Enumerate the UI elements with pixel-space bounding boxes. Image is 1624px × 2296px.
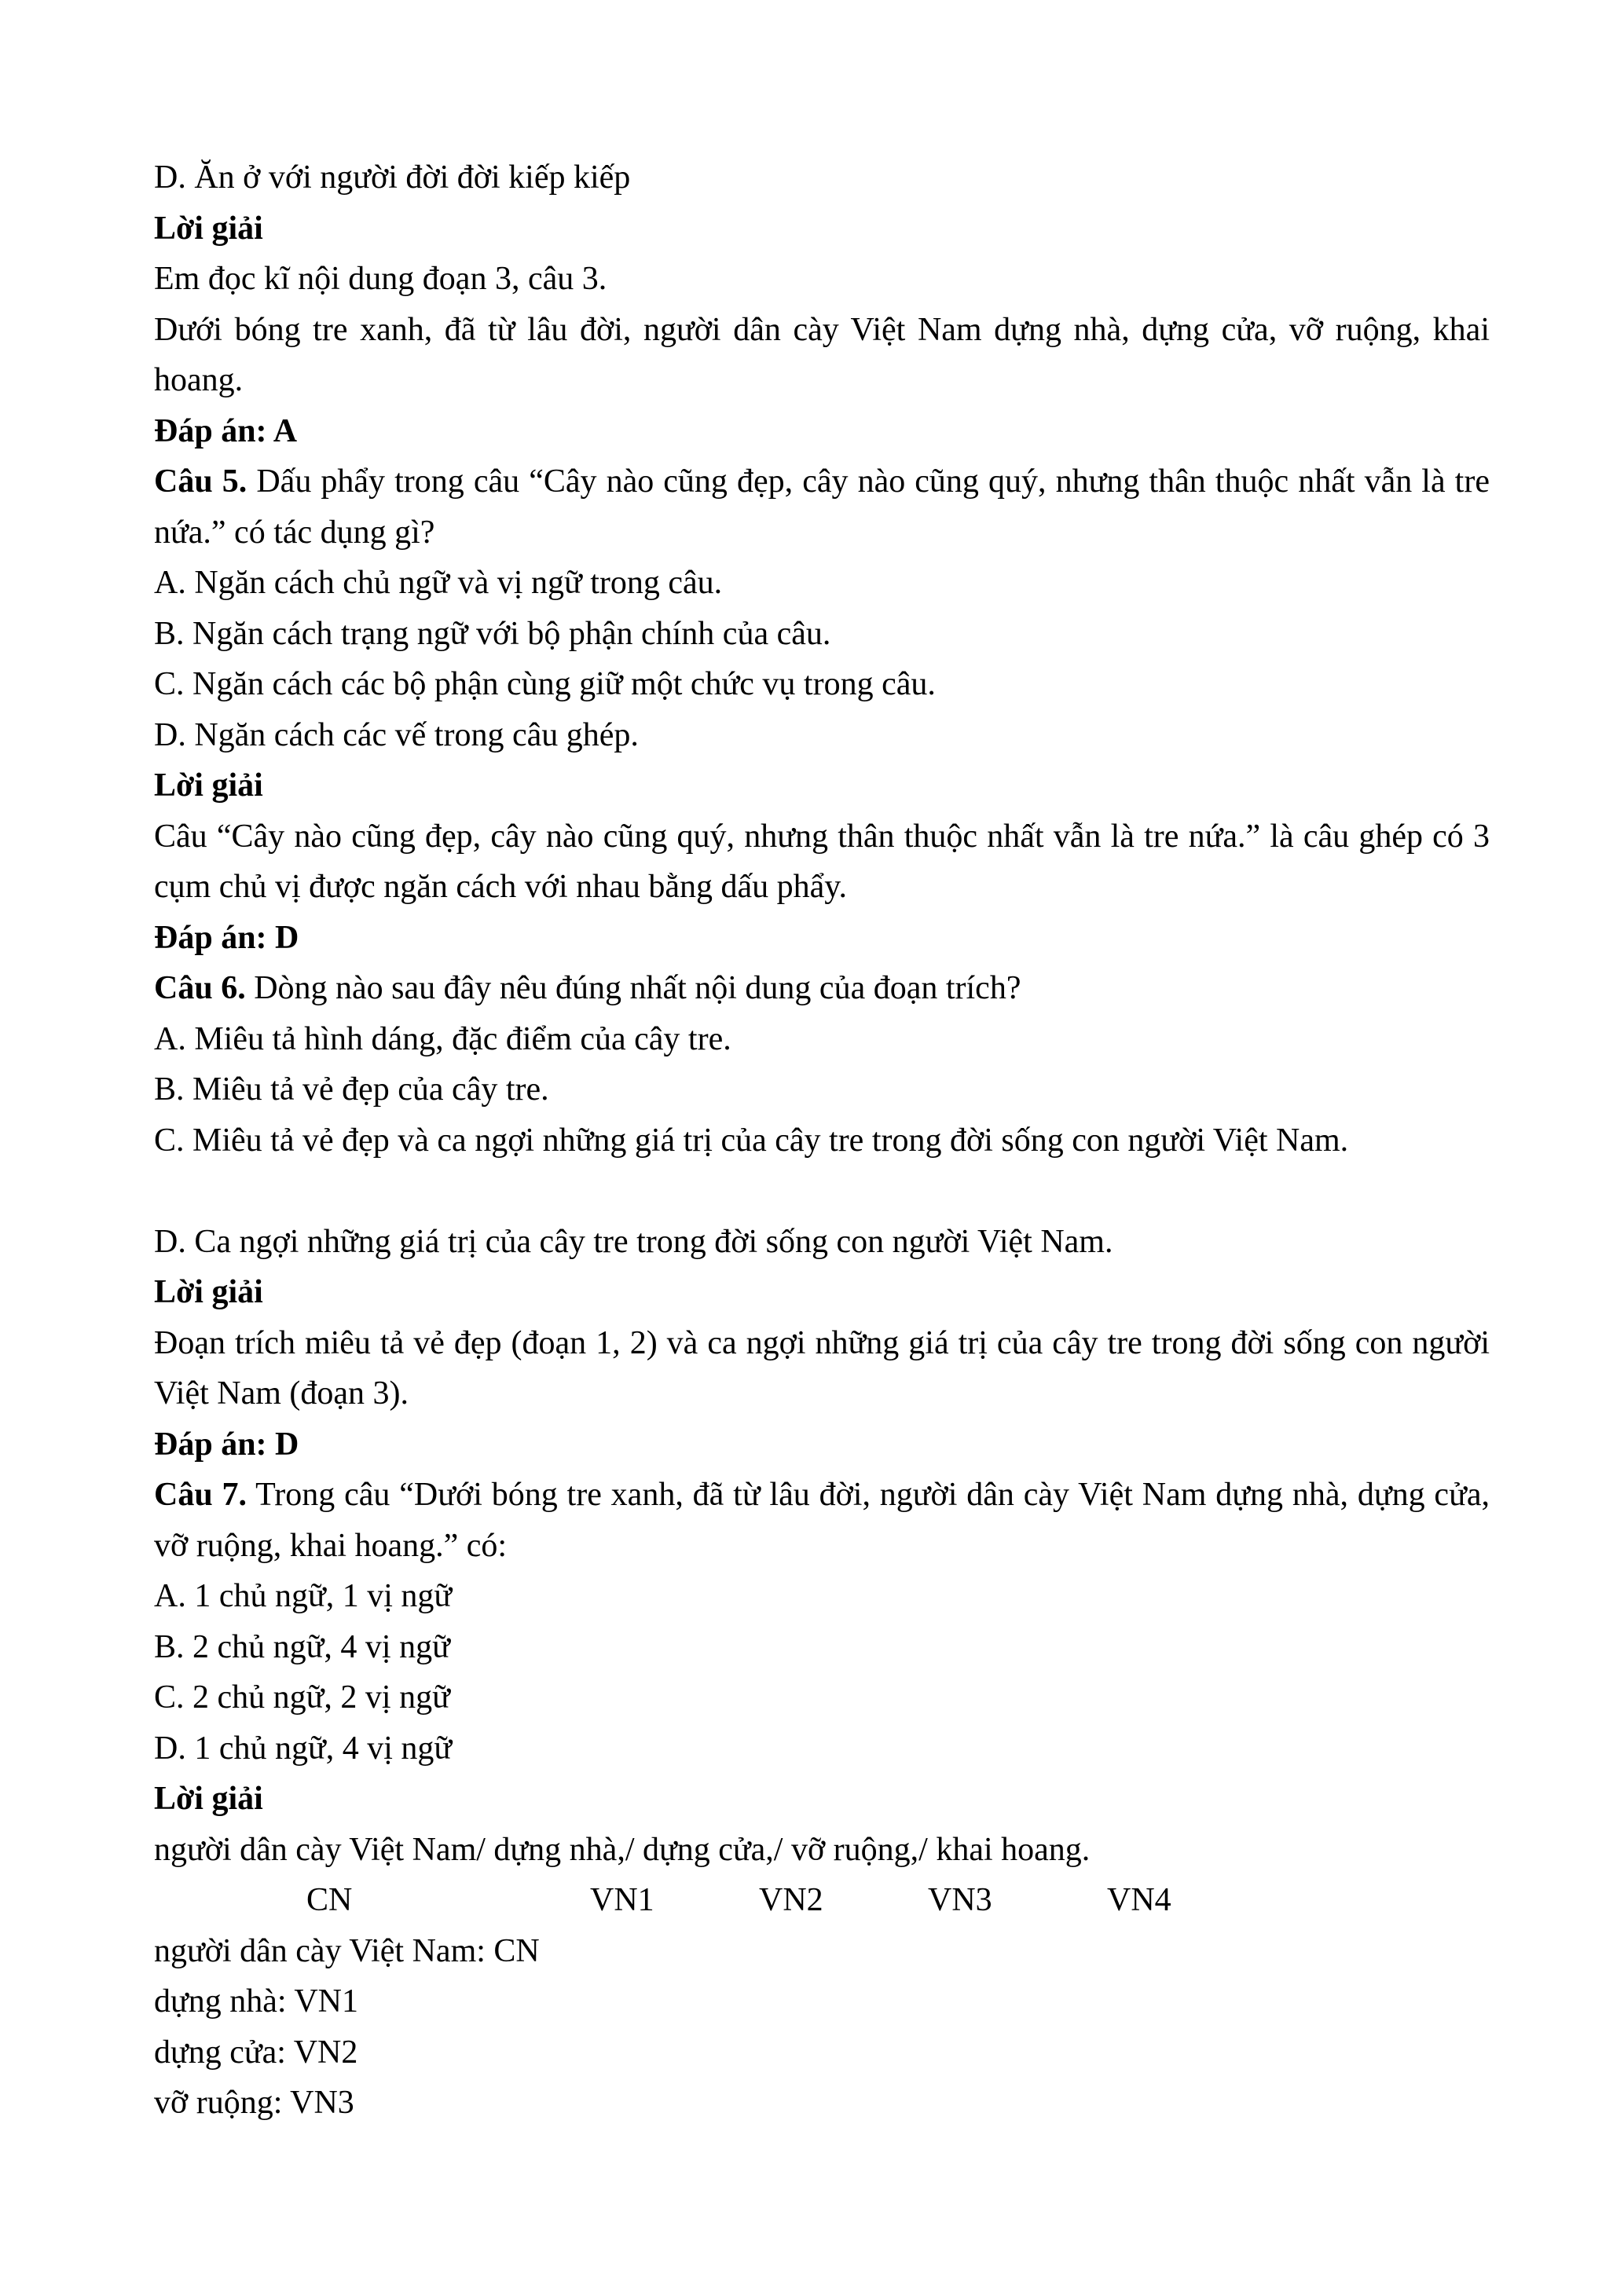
label-cn: CN bbox=[306, 1882, 353, 1918]
option-c-q7: C. 2 chủ ngữ, 2 vị ngữ bbox=[154, 1679, 450, 1716]
solution-text-q5: Câu “Cây nào cũng đẹp, cây nào cũng quý, nhưng thân thuộc nhất vẫn là tre nứa.” là câu ghép có 3 cụm chủ vị được ngăn cách với nhau bằng dấu phẩy. bbox=[154, 818, 1490, 905]
question-7-label: Câu 7. bbox=[154, 1477, 247, 1513]
solution-text-q6: Đoạn trích miêu tả vẻ đẹp (đoạn 1, 2) và ca ngợi những giá trị của cây tre trong đời sống con người Việt Nam (đoạn 3). bbox=[154, 1324, 1490, 1412]
answer-q6: Đáp án: D bbox=[154, 1426, 299, 1463]
solution-quote-q4: Dưới bóng tre xanh, đã từ lâu đời, người dân cày Việt Nam dựng nhà, dựng cửa, vỡ ruộng, khai hoang. bbox=[154, 311, 1490, 398]
option-a-q6: A. Miêu tả hình dáng, đặc điểm của cây tre. bbox=[154, 1020, 731, 1057]
explanation-vn1: dựng nhà: VN1 bbox=[154, 1983, 358, 2020]
question-6-text: Dòng nào sau đây nêu đúng nhất nội dung của đoạn trích? bbox=[245, 970, 1021, 1006]
label-vn3: VN3 bbox=[928, 1882, 992, 1918]
option-c-q5: C. Ngăn cách các bộ phận cùng giữ một chức vụ trong câu. bbox=[154, 666, 936, 702]
explanation-vn2: dựng cửa: VN2 bbox=[154, 2034, 358, 2071]
option-a-q7: A. 1 chủ ngữ, 1 vị ngữ bbox=[154, 1578, 453, 1614]
explanation-vn3: vỡ ruộng: VN3 bbox=[154, 2085, 354, 2121]
document-page bbox=[154, 152, 1490, 2129]
solution-heading-q5: Lời giải bbox=[154, 767, 263, 804]
label-vn2: VN2 bbox=[759, 1882, 823, 1918]
option-d-q5: D. Ngăn cách các vế trong câu ghép. bbox=[154, 716, 639, 753]
label-vn1: VN1 bbox=[590, 1882, 654, 1918]
question-6-label: Câu 6. bbox=[154, 970, 246, 1006]
analysis-sentence-q7: người dân cày Việt Nam/ dựng nhà,/ dựng cửa,/ vỡ ruộng,/ khai hoang. bbox=[154, 1831, 1091, 1868]
analysis-labels-q7 bbox=[154, 1875, 1490, 1926]
solution-text-q4: Em đọc kĩ nội dung đoạn 3, câu 3. bbox=[154, 261, 607, 297]
solution-heading-q6: Lời giải bbox=[154, 1274, 263, 1310]
question-5-label: Câu 5. bbox=[154, 463, 247, 500]
option-b-q7: B. 2 chủ ngữ, 4 vị ngữ bbox=[154, 1628, 450, 1665]
answer-q4: Đáp án: A bbox=[154, 412, 298, 449]
answer-q5: Đáp án: D bbox=[154, 919, 299, 956]
option-a-q5: A. Ngăn cách chủ ngữ và vị ngữ trong câu. bbox=[154, 565, 723, 601]
explanation-cn: người dân cày Việt Nam: CN bbox=[154, 1932, 540, 1969]
question-6 bbox=[154, 963, 1490, 1014]
option-d-q4: D. Ăn ở với người đời đời kiếp kiếp bbox=[154, 159, 631, 196]
question-5-text: Dấu phẩy trong câu “Cây nào cũng đẹp, cây nào cũng quý, nhưng thân thuộc nhất vẫn là tre nứa.” có tác dụng gì? bbox=[154, 463, 1490, 551]
question-7-text: Trong câu “Dưới bóng tre xanh, đã từ lâu đời, người dân cày Việt Nam dựng nhà, dựng cửa, vỡ ruộng, khai hoang.” có: bbox=[154, 1477, 1490, 1564]
label-vn4: VN4 bbox=[1107, 1882, 1171, 1918]
question-7 bbox=[154, 1470, 1490, 1571]
solution-heading-q7: Lời giải bbox=[154, 1781, 263, 1817]
option-b-q6: B. Miêu tả vẻ đẹp của cây tre. bbox=[154, 1071, 549, 1108]
option-b-q5: B. Ngăn cách trạng ngữ với bộ phận chính của câu. bbox=[154, 615, 831, 652]
option-d-q6: D. Ca ngợi những giá trị của cây tre trong đời sống con người Việt Nam. bbox=[154, 1223, 1113, 1260]
solution-heading-q4: Lời giải bbox=[154, 210, 263, 247]
option-c-q6: C. Miêu tả vẻ đẹp và ca ngợi những giá trị của cây tre trong đời sống con người Việt Nam. bbox=[154, 1122, 1349, 1159]
option-d-q7: D. 1 chủ ngữ, 4 vị ngữ bbox=[154, 1730, 453, 1767]
question-5 bbox=[154, 456, 1490, 558]
